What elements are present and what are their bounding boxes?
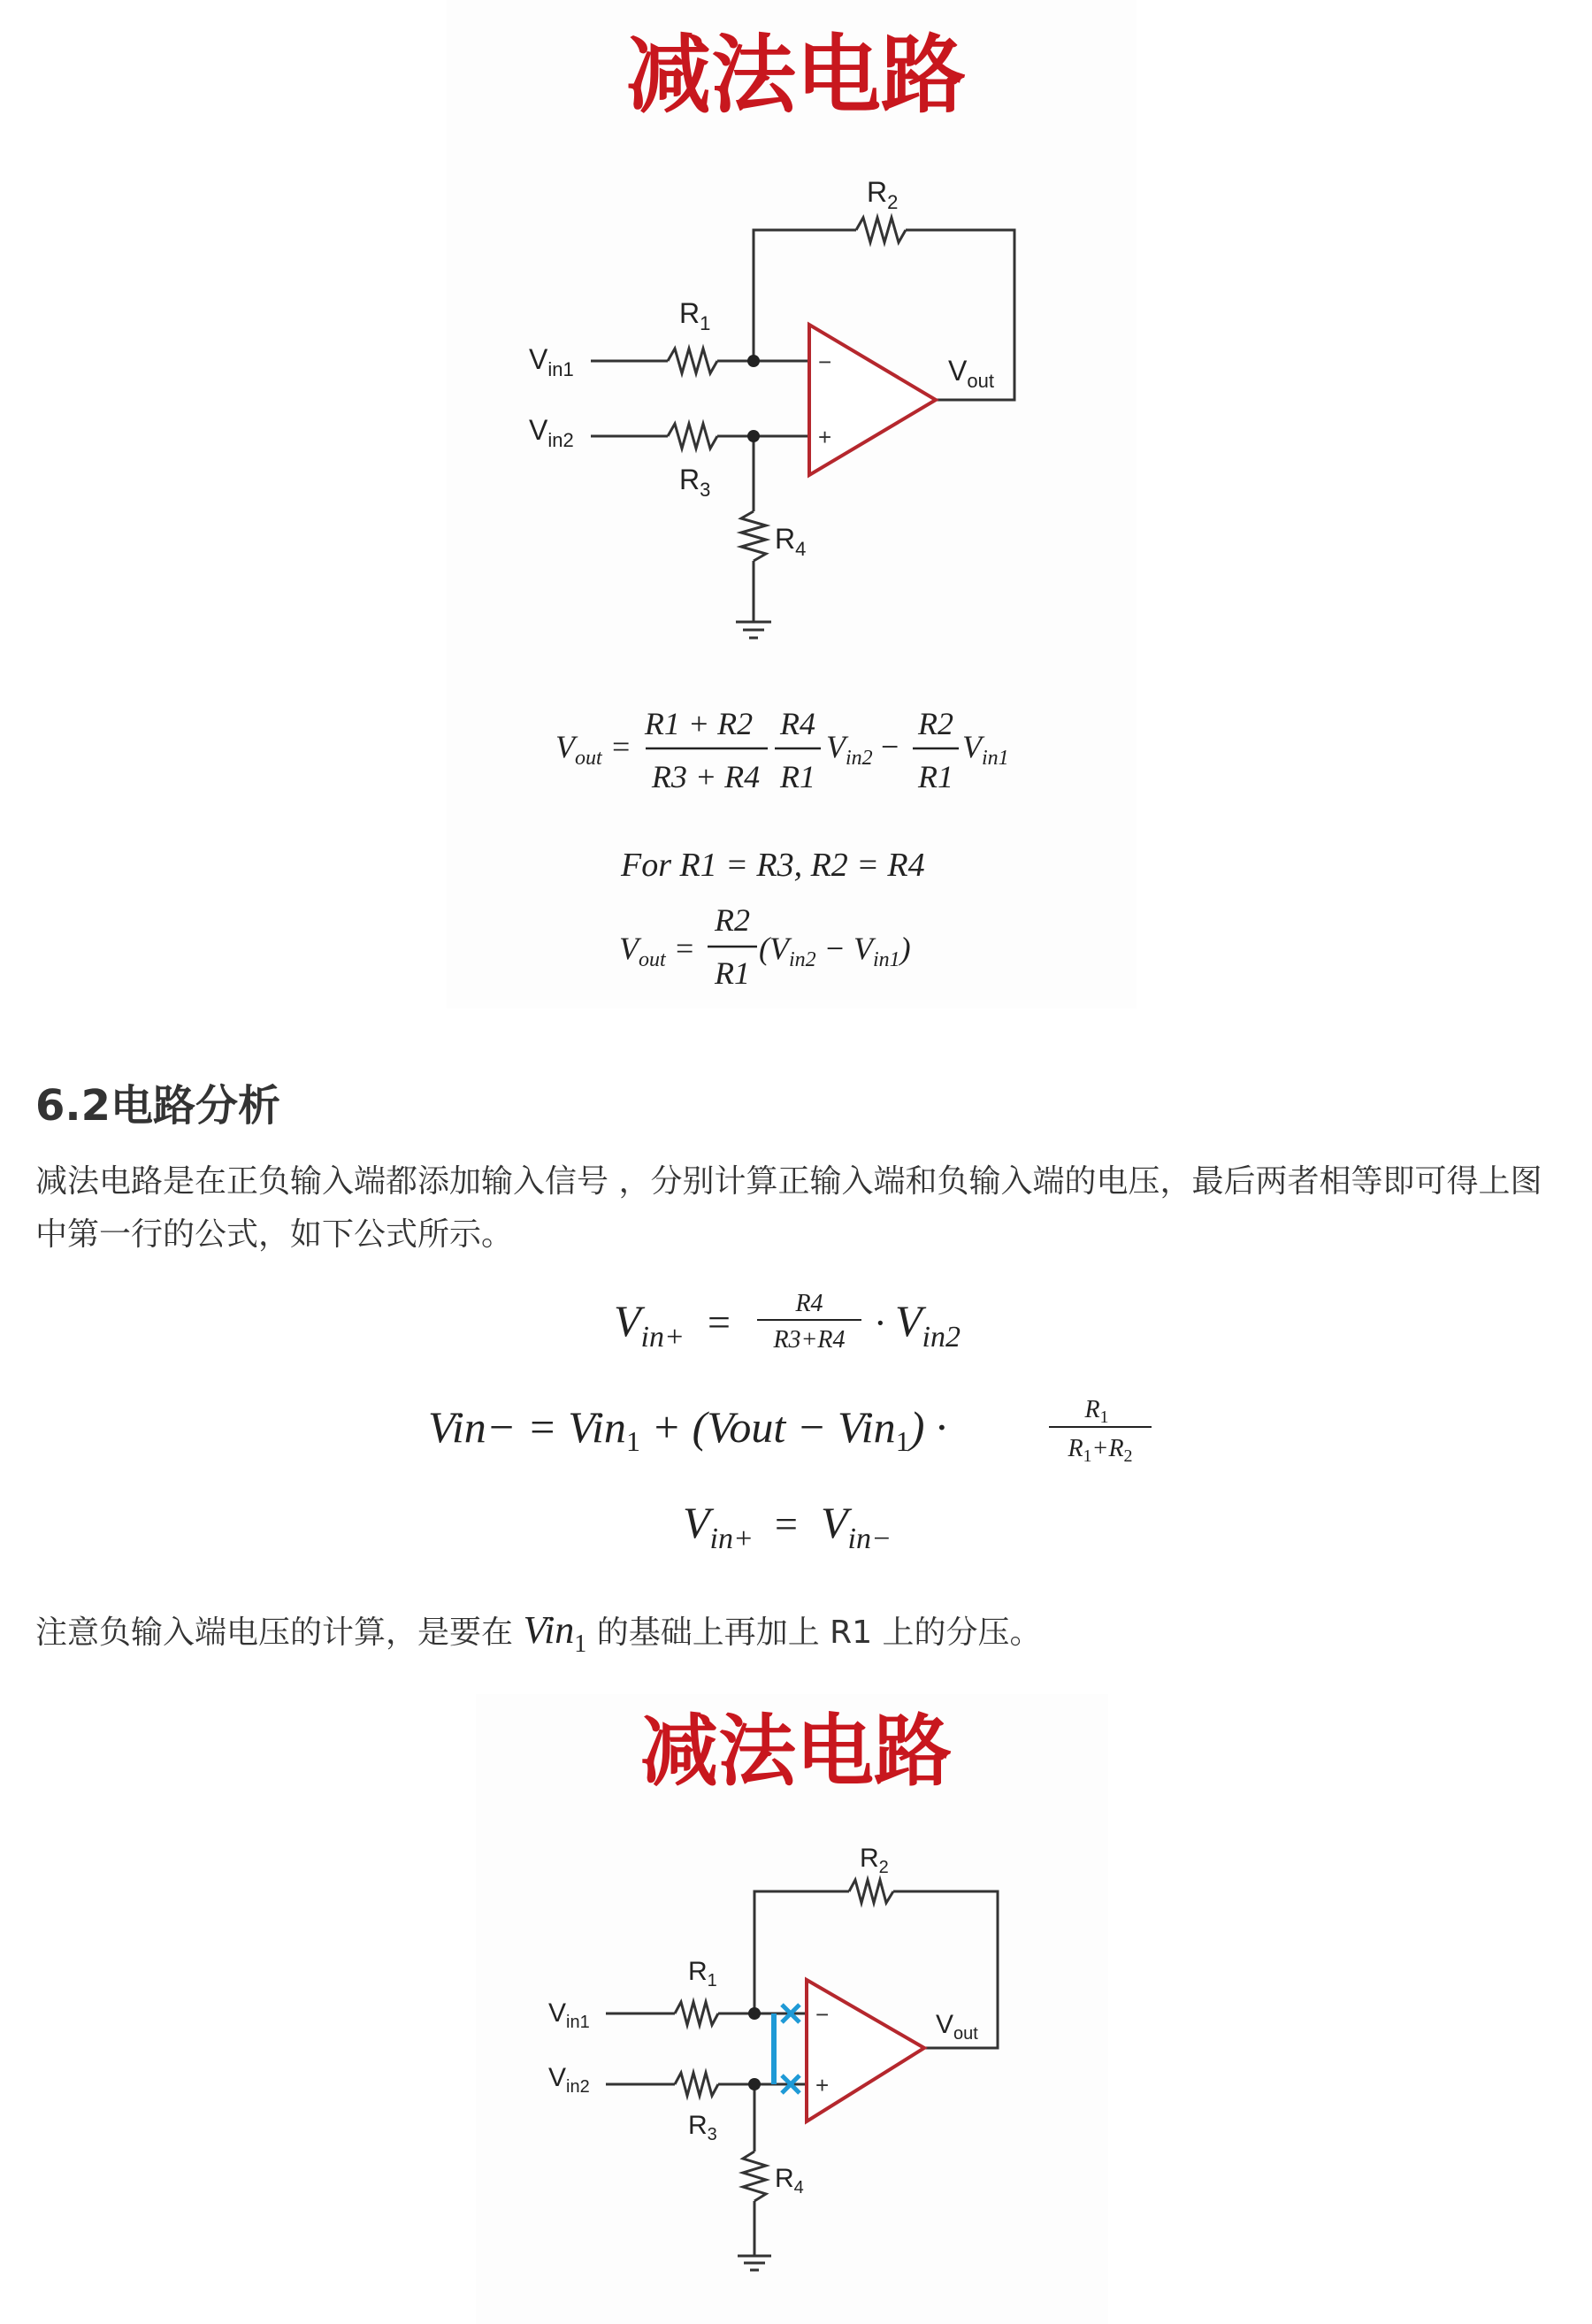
svg-text:Vout: $V_{out}$ <box>619 931 666 971</box>
svg-text:Vin+: $V_{in+}$ <box>683 1498 754 1555</box>
resistor-r2-b <box>849 1880 893 1903</box>
vin1-label: V <box>529 343 548 375</box>
paragraph-intro: 减法电路是在正负输入端都添加输入信号 ，分别计算正输入端和负输入端的电压，最后两者相等即可得上图中第一行的公式，如下公式所示。 <box>35 1163 1542 1253</box>
svg-text:R2: R2 <box>918 706 953 741</box>
note-inline-math: Vin$_1$ <box>523 1608 587 1658</box>
banner-title-top: 减法电路 <box>626 26 966 125</box>
r4-label: R <box>775 523 796 555</box>
r3-label: R <box>679 464 700 495</box>
r1-label: R <box>679 297 700 329</box>
svg-text:R1: $R_1$ <box>688 1957 717 1990</box>
svg-text:Vin+: $V_{in+}$ <box>614 1296 685 1354</box>
svg-text:Vin− = Vin1 + (Vout − Vin1) ·: Vin− = Vin$_1$ + (Vout − Vin$_1$) · <box>428 1402 947 1457</box>
resistor-r3-b <box>675 2073 718 2096</box>
svg-text:=: = <box>612 729 631 764</box>
svg-text:Vout: $V_{out}$ <box>555 729 602 770</box>
svg-text:=: = <box>775 1501 798 1546</box>
svg-text:R4: $R_4$ <box>775 523 807 560</box>
svg-text:Vin1: $V_{in1}$ <box>962 729 1009 770</box>
svg-text:Vin2: $V_{in2}$ <box>826 729 873 770</box>
formula-condition: For R1 = R3, R2 = R4 <box>621 847 925 884</box>
svg-text:Vin1: $V_{in1}$ <box>548 1998 590 2032</box>
svg-text:R3: $R_3$ <box>679 464 711 501</box>
svg-text:R1 + R2: R1 + R2 <box>644 706 754 741</box>
svg-text:+: + <box>815 2072 830 2098</box>
section-heading: 6.2电路分析 <box>35 1081 281 1131</box>
svg-text:·: · <box>874 1301 887 1345</box>
svg-text:R2: $R_2$ <box>860 1844 889 1877</box>
svg-text:Vout: $V_{out}$ <box>936 2010 978 2044</box>
svg-text:Vin2: $V_{in2}$ <box>548 2063 590 2097</box>
svg-text:R3+R4: R3+R4 <box>773 1326 846 1354</box>
vin2-label: V <box>529 414 548 446</box>
svg-text:R1+R2: $R_1+R_2$ <box>1068 1435 1133 1466</box>
svg-text:R2: $R_2$ <box>867 176 899 213</box>
svg-text:(Vin2 − Vin1): $(V_{in2} - V_{in1})$ <box>759 931 911 971</box>
svg-text:−: − <box>881 729 899 764</box>
svg-text:Vin−: $V_{in-}$ <box>821 1498 892 1555</box>
svg-text:R4: $R_4$ <box>775 2164 804 2197</box>
vout-label: V <box>948 355 968 387</box>
note-prefix: 注意负输入端电压的计算，是要在 <box>35 1615 524 1651</box>
svg-text:R4: R4 <box>780 706 815 741</box>
svg-text:R4: R4 <box>795 1290 823 1317</box>
resistor-r1-b <box>675 2002 718 2025</box>
svg-text:=: = <box>676 931 694 966</box>
note-suffix: 的基础上再加上 R1 上的分压。 <box>586 1615 1042 1651</box>
svg-text:R2: R2 <box>715 902 750 938</box>
svg-text:−: − <box>815 2001 830 2028</box>
svg-text:Vin1: $V_{in1}$ <box>529 343 574 380</box>
svg-text:Vout: $V_{out}$ <box>948 355 994 392</box>
banner-title-bottom: 减法电路 <box>639 1706 952 1797</box>
opamp-plus-label: + <box>818 424 832 450</box>
svg-text:Vin2: $V_{in2}$ <box>529 414 574 451</box>
opamp-minus-label: − <box>818 349 832 375</box>
r2-label: R <box>867 176 888 208</box>
svg-text:=: = <box>708 1300 731 1345</box>
svg-text:R3: $R_3$ <box>688 2111 717 2144</box>
svg-text:R1: R1 <box>918 759 953 794</box>
svg-text:R1: $R_1$ <box>1084 1396 1109 1427</box>
svg-text:R1: R1 <box>715 955 750 991</box>
svg-text:R1: $R_1$ <box>679 297 711 334</box>
svg-text:R1: R1 <box>780 759 815 794</box>
svg-text:R3 + R4: R3 + R4 <box>651 759 761 794</box>
svg-text:Vin2: $V_{in2}$ <box>895 1296 961 1354</box>
resistor-r4-b <box>743 2151 766 2201</box>
